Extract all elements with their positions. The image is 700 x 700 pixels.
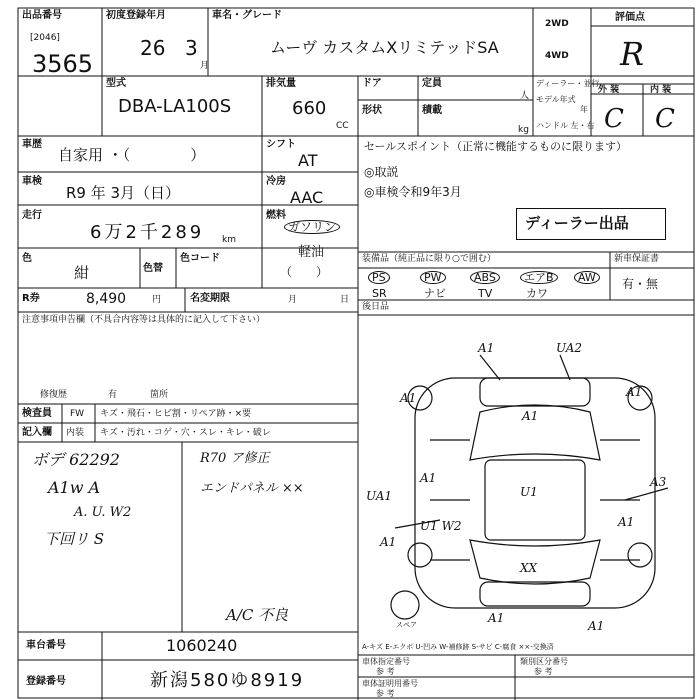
year-unit: 年 xyxy=(580,105,588,114)
history-value: 自家用 ・（ ） xyxy=(58,146,206,164)
lot-label: 出品番号 xyxy=(22,10,62,21)
interior-grade: C xyxy=(655,104,675,134)
sales-point-2: ◎車検令和9年3月 xyxy=(364,185,462,199)
exterior-label: 外 装 xyxy=(598,85,620,95)
load-label: 積載 xyxy=(422,105,442,116)
door-label: ドア xyxy=(362,78,382,89)
recycle-label: R券 xyxy=(22,293,40,304)
sign3-sub: 参 考 xyxy=(376,689,395,698)
mark-left-quarter: A1 xyxy=(380,535,397,549)
equip-pw: PW xyxy=(420,271,446,284)
yen-unit: 円 xyxy=(152,295,162,305)
mileage-value: 6万2千289 xyxy=(90,222,205,243)
equip-ps: PS xyxy=(368,271,390,284)
reg-month: 3 xyxy=(185,36,198,60)
sales-point-1: ◎取説 xyxy=(364,165,399,179)
interior-entry-label: 内装 xyxy=(66,428,85,438)
shape-label: 形状 xyxy=(362,105,382,116)
location-label: 箇所 xyxy=(150,390,169,400)
fw-label: FW xyxy=(70,409,85,419)
person-unit: 人 xyxy=(520,91,530,101)
dealer-badge-box xyxy=(516,208,666,240)
hw-right-1: R70 ア修正 xyxy=(200,451,270,466)
mark-hood: A1 xyxy=(522,409,539,423)
month-unit: 月 xyxy=(200,61,210,71)
inspection-label: 車検 xyxy=(22,176,42,187)
lot-code: [2046] xyxy=(30,33,60,43)
inspector-label: 検査員 xyxy=(22,408,52,419)
rear-seat-label: 後日品 xyxy=(362,302,390,312)
entry-label: 記入欄 xyxy=(22,427,52,438)
grade-value: R xyxy=(620,35,645,73)
repair-value: 有 xyxy=(108,390,118,400)
mark-rear-right: A1 xyxy=(588,619,605,633)
equip-sr: SR xyxy=(372,287,387,300)
color-code-label: 色コード xyxy=(180,253,220,264)
history-label: 車歴 xyxy=(22,139,42,150)
warranty-label: 新車保証書 xyxy=(614,254,660,264)
reg-label: 登録番号 xyxy=(26,676,66,687)
equip-aw: AW xyxy=(574,271,600,284)
mark-left-door: A1 xyxy=(420,471,437,485)
displacement-value: 660 xyxy=(292,98,327,119)
fuel-paren: （ ） xyxy=(280,265,329,279)
mark-rear-bumper: A1 xyxy=(488,611,505,625)
ac-value: AAC xyxy=(290,188,324,207)
dealer-label: ディーラー・並行 xyxy=(536,79,600,88)
drive-4wd: 4WD xyxy=(545,51,569,61)
dealer-badge: ディーラー出品 xyxy=(525,214,629,232)
hw-right-2: エンドパネル ×× xyxy=(200,481,304,496)
day-suffix: 日 xyxy=(340,295,350,305)
equip-abs: ABS xyxy=(470,271,500,284)
interior-label: 内 装 xyxy=(650,85,672,95)
fuel-light-oil: 軽油 xyxy=(298,245,325,260)
mark-left-rear: U1 W2 xyxy=(420,519,462,533)
diagram-legend: A-キズ E-エクボ U-凹み W-補修跡 S-サビ C-腐食 ××-交換済 xyxy=(362,643,554,651)
sales-title: セールスポイント（正常に機能するものに限ります） xyxy=(364,140,628,153)
color-value: 紺 xyxy=(74,264,90,282)
mark-left-side: UA1 xyxy=(366,489,393,503)
model-label: 型式 xyxy=(106,78,126,89)
inspection-value: R9 年 3月（日） xyxy=(66,184,181,202)
repair-label: 修復歴 xyxy=(40,390,68,400)
shift-value: AT xyxy=(298,151,318,170)
hw-line-3: A. U. W2 xyxy=(74,505,132,520)
mark-right-side: A3 xyxy=(650,475,667,489)
kg-unit: kg xyxy=(518,125,529,135)
car-name: ムーヴ カスタムXリミテッドSA xyxy=(270,38,499,57)
mark-trunk: XX xyxy=(520,561,538,575)
sign2-sub: 参 考 xyxy=(534,667,553,676)
sign2-label: 類別区分番号 xyxy=(520,657,568,666)
mark-right-front: A1 xyxy=(626,385,643,399)
chassis-value: 1060240 xyxy=(166,636,238,655)
fw-items: キズ・飛石・ヒビ割・リペア跡・×要 xyxy=(100,409,252,419)
equip-tv: TV xyxy=(478,287,493,300)
ac-label: 冷房 xyxy=(266,176,286,187)
mark-front-left: A1 xyxy=(478,341,495,355)
color-label: 色 xyxy=(22,253,32,264)
exterior-grade: C xyxy=(604,104,624,134)
equip-airbag: エアB xyxy=(520,271,558,284)
grade-label: 評価点 xyxy=(615,12,645,23)
hw-line-2: A1w A xyxy=(48,478,101,497)
fuel-gasoline: ガソリン xyxy=(284,220,340,234)
drive-2wd: 2WD xyxy=(545,19,569,29)
reg-value: 新潟580ゆ8919 xyxy=(150,670,305,691)
recycle-value: 8,490 xyxy=(86,291,127,307)
reg-year: 26 xyxy=(140,36,166,60)
hw-line-1: ボデ 62292 xyxy=(32,450,120,469)
fuel-label: 燃料 xyxy=(266,210,286,221)
chassis-label: 車台番号 xyxy=(26,640,66,651)
model-value: DBA-LA100S xyxy=(118,96,232,117)
notes-label: 注意事項申告欄（不具合内容等は具体的に記入して下さい） xyxy=(22,315,266,325)
cc-unit: CC xyxy=(336,121,349,131)
displacement-label: 排気量 xyxy=(266,78,296,89)
month-suffix: 月 xyxy=(288,295,298,305)
sign1-label: 車体指定番号 xyxy=(362,657,410,666)
mark-roof: U1 xyxy=(520,485,538,499)
first-reg-label: 初度登録年月 xyxy=(106,10,166,21)
hw-line-4: 下回リ S xyxy=(44,530,105,548)
sign1-sub: 参 考 xyxy=(376,667,395,676)
mark-front-right: UA2 xyxy=(556,341,583,355)
warranty-value: 有・無 xyxy=(622,277,659,291)
mark-left-front: A1 xyxy=(400,391,417,405)
lot-number: 3565 xyxy=(32,50,94,78)
sign3-label: 車体証明用番号 xyxy=(362,679,418,688)
color-change-label: 色替 xyxy=(143,263,163,274)
name-change-label: 名変期限 xyxy=(190,293,230,304)
equipment-label: 装備品（純正品に限り○で囲む） xyxy=(362,254,496,264)
mileage-label: 走行 xyxy=(22,210,42,221)
equip-leather: カワ xyxy=(526,287,548,300)
shift-label: シフト xyxy=(266,139,296,150)
mark-right-door: A1 xyxy=(618,515,635,529)
spare-label: スペア xyxy=(396,621,417,629)
equip-navi: ナビ xyxy=(424,287,446,300)
km-unit: km xyxy=(222,235,236,245)
capacity-label: 定員 xyxy=(422,78,442,89)
model-year-label: モデル年式 xyxy=(536,95,576,104)
interior-items: キズ・汚れ・コゲ・穴・スレ・キレ・破レ xyxy=(100,428,271,438)
hw-bottom-note: A/C 不良 xyxy=(226,606,289,624)
car-name-label: 車名・グレード xyxy=(212,10,282,21)
handle-label: ハンドル 左・右 xyxy=(536,121,595,130)
